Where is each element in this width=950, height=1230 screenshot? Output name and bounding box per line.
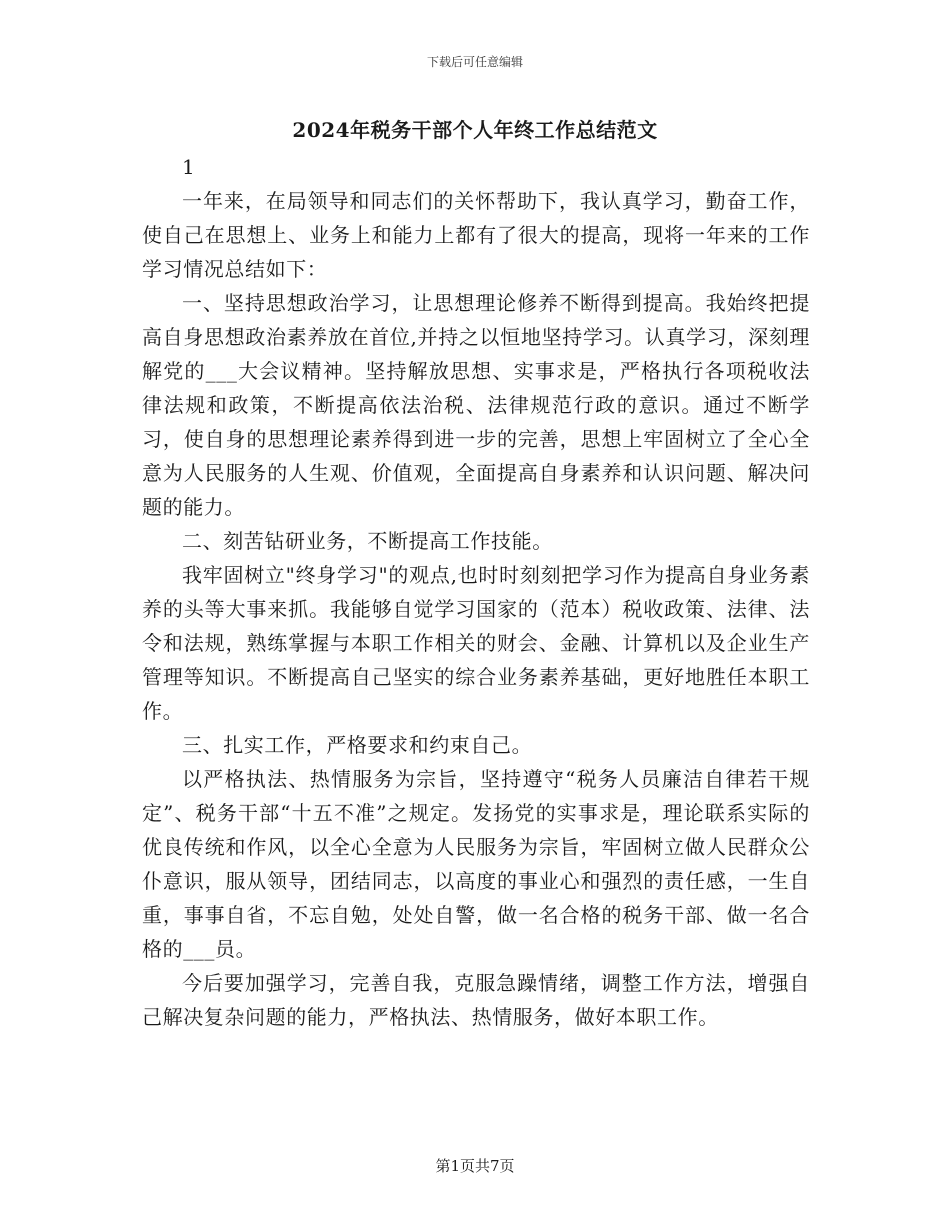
page-footer: 第1页共7页 xyxy=(435,1157,515,1175)
paragraph-politics: 一、坚持思想政治学习，让思想理论修养不断得到提高。我始终把提高自身思想政治素养放在首位,并持之以恒地坚持学习。认真学习，深刻理解党的___大会议精神。坚持解放思想、实事求是，严格执行各项税收法律法规和政策，不断提高依法治税、法律规范行政的意识。通过不断学习，使自身的思想理论素养得到进一步的完善，思想上牢固树立了全心全意为人民服务的人生观、价值观，全面提高自身素养和认识问题、解决问题的能力。 xyxy=(142,291,810,519)
paragraph-future: 今后要加强学习，完善自我，克服急躁情绪，调整工作方法，增强自己解决复杂问题的能力，严格执法、热情服务，做好本职工作。 xyxy=(142,971,810,1029)
paragraph-business: 我牢固树立"终身学习"的观点,也时时刻刻把学习作为提高自身业务素养的头等大事来抓。我能够自觉学习国家的（范本）税收政策、法律、法令和法规，熟练掌握与本职工作相关的财会、金融、计算机以及企业生产管理等知识。不断提高自己坚实的综合业务素养基础，更好地胜任本职工作。 xyxy=(142,563,810,723)
heading-business: 二、刻苦钻研业务，不断提高工作技能。 xyxy=(182,529,553,553)
heading-discipline: 三、扎实工作，严格要求和约束自己。 xyxy=(182,733,533,757)
section-number: 1 xyxy=(182,155,196,179)
document-body xyxy=(142,150,810,1034)
paragraph-intro: 一年来，在局领导和同志们的关怀帮助下，我认真学习，勤奋工作，使自己在思想上、业务上和能力上都有了很大的提高，现将一年来的工作学习情况总结如下： xyxy=(142,189,810,281)
document-title: 2024年税务干部个人年终工作总结范文 xyxy=(292,118,658,142)
paragraph-discipline: 以严格执法、热情服务为宗旨，坚持遵守“税务人员廉洁自律若干规定”、税务干部“十五不准”之规定。发扬党的实事求是，理论联系实际的优良传统和作风，以全心全意为人民服务为宗旨，牢固树立做人民群众公仆意识，服从领导，团结同志，以高度的事业心和强烈的责任感，一生自重，事事自省，不忘自勉，处处自警，做一名合格的税务干部、做一名合格的___员。 xyxy=(142,767,810,961)
header-note: 下载后可任意编辑 xyxy=(426,55,523,69)
